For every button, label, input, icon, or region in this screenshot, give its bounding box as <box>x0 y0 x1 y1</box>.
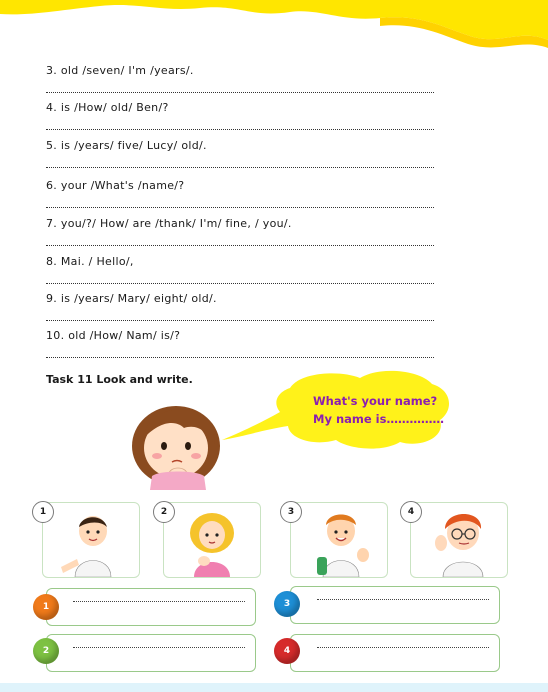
speech-bubble-line-1: What's your name? <box>313 394 438 408</box>
answer-dotted-line[interactable] <box>317 599 489 600</box>
boy-with-glasses-illustration <box>411 503 507 577</box>
exercise-text: 4. is /How/ old/ Ben/? <box>46 101 169 114</box>
answer-box-3[interactable] <box>290 586 500 624</box>
answer-number-ball-1: 1 <box>33 594 59 620</box>
exercise-text: 7. you/?/ How/ are /thank/ I'm/ fine, / you/. <box>46 217 292 230</box>
answer-box-2[interactable] <box>46 634 256 672</box>
card-number-4: 4 <box>400 501 422 523</box>
picture-card-4 <box>410 502 508 578</box>
picture-card-3 <box>290 502 388 578</box>
card-number-1: 1 <box>32 501 54 523</box>
answer-number-ball-4: 4 <box>274 638 300 664</box>
footer-strip <box>0 683 548 692</box>
exercise-text: 9. is /years/ Mary/ eight/ old/. <box>46 292 217 305</box>
picture-card-2 <box>163 502 261 578</box>
exercise-text: 10. old /How/ Nam/ is/? <box>46 329 181 342</box>
answer-number-ball-2: 2 <box>33 638 59 664</box>
exercise-text: 8. Mai. / Hello/, <box>46 255 134 268</box>
card-number-2: 2 <box>153 501 175 523</box>
card-number-3: 3 <box>280 501 302 523</box>
exercise-text: 3. old /seven/ I'm /years/. <box>46 64 194 77</box>
boy-waving-illustration <box>43 503 139 577</box>
exercise-text: 6. your /What's /name/? <box>46 179 185 192</box>
boy-with-backpack-illustration <box>291 503 387 577</box>
answer-dotted-line[interactable] <box>317 647 489 648</box>
picture-card-1 <box>42 502 140 578</box>
answer-number-ball-3: 3 <box>274 591 300 617</box>
task-title: Task 11 Look and write. <box>46 373 193 386</box>
answer-dotted-line[interactable] <box>73 647 245 648</box>
exercise-text: 5. is /years/ five/ Lucy/ old/. <box>46 139 207 152</box>
answer-dotted-line[interactable] <box>73 601 245 602</box>
girl-curly-hair-illustration <box>164 503 260 577</box>
answer-box-4[interactable] <box>290 634 500 672</box>
speech-bubble-line-2: My name is…………… <box>313 412 444 426</box>
answer-box-1[interactable] <box>46 588 256 626</box>
